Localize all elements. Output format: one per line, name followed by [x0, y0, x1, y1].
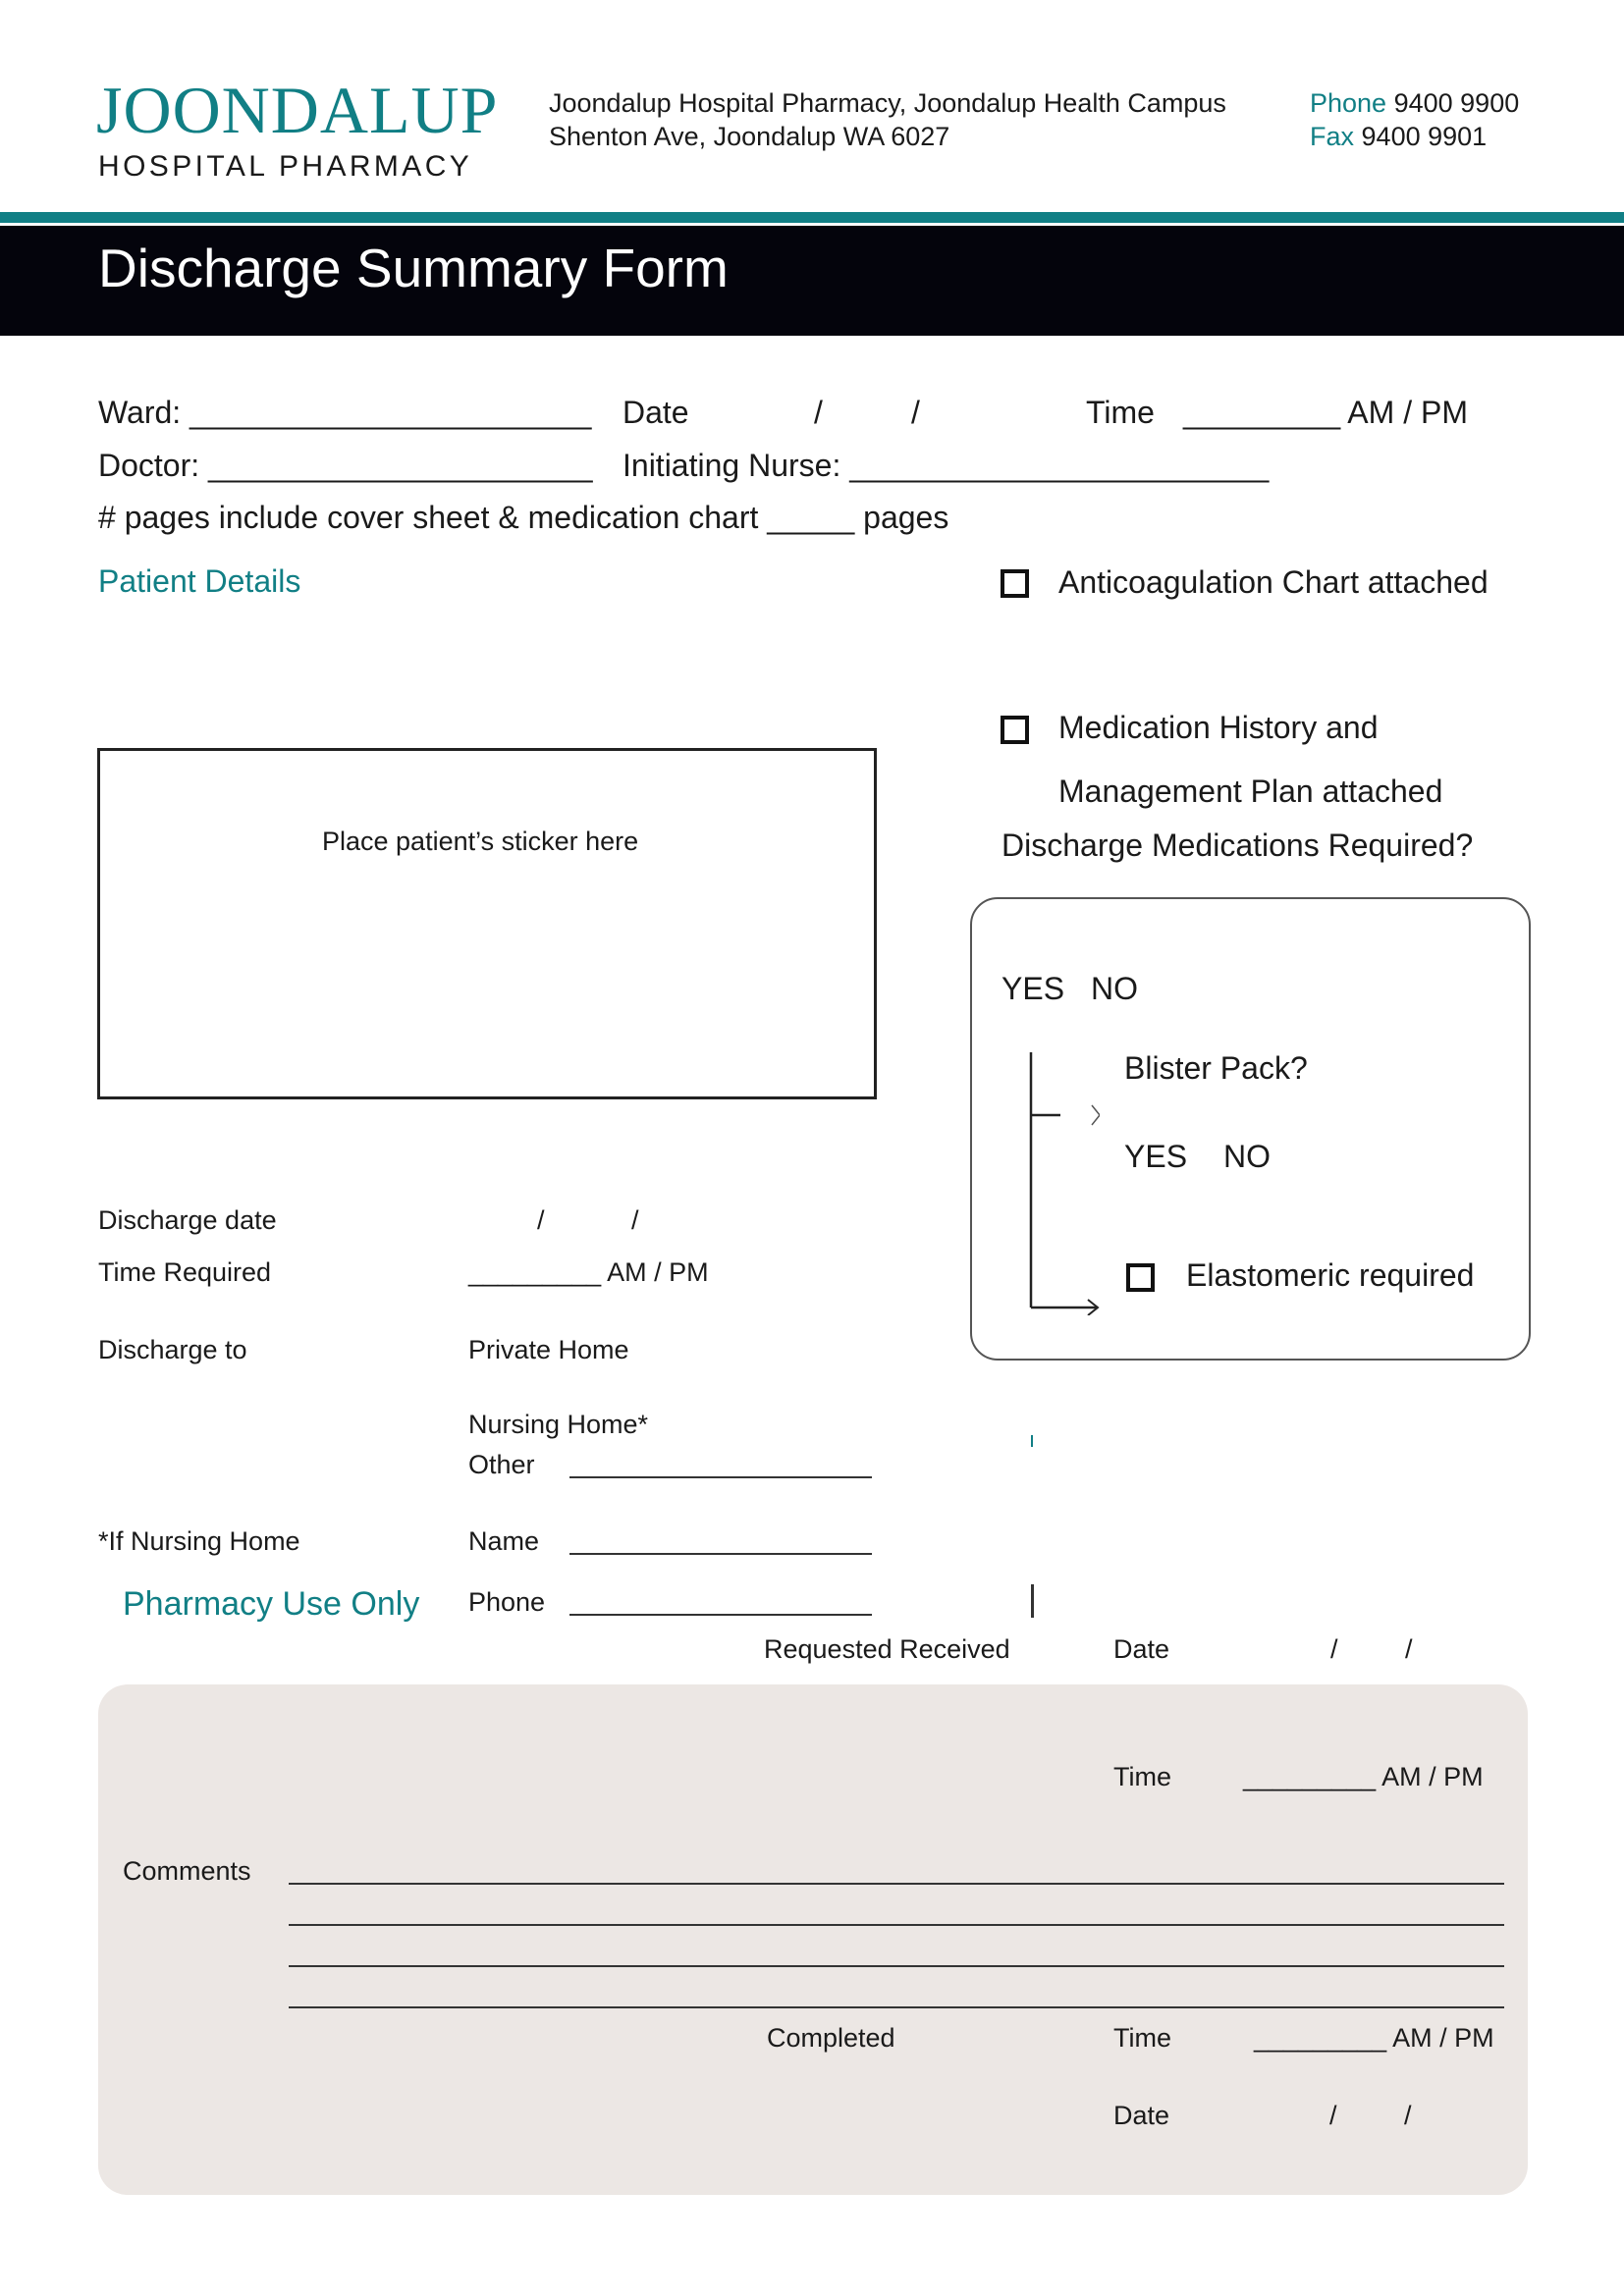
time-label: Time: [1086, 395, 1155, 430]
blister-no-option[interactable]: NO: [1223, 1139, 1271, 1174]
nursing-phone-label: Phone: [468, 1587, 546, 1617]
elastomeric-label: Elastomeric required: [1186, 1257, 1475, 1293]
time-required-field[interactable]: _________ AM / PM: [468, 1257, 709, 1287]
time-field[interactable]: _________ AM / PM: [1183, 395, 1468, 430]
date-label: Date: [623, 395, 689, 430]
completed-time-label: Time: [1113, 2023, 1171, 2053]
logo-sub: HOSPITAL PHARMACY: [98, 150, 473, 183]
nursing-name-input-line[interactable]: [569, 1553, 872, 1555]
blister-yes-option[interactable]: YES: [1124, 1139, 1188, 1174]
received-date-label: Date: [1113, 1634, 1170, 1664]
received-date-slash-1: /: [1330, 1634, 1338, 1664]
divider-bar: [1031, 1584, 1034, 1618]
completed-time-field[interactable]: _________ AM / PM: [1254, 2023, 1494, 2053]
completed-date-slash-1: /: [1329, 2101, 1337, 2130]
completed-date-slash-2: /: [1404, 2101, 1412, 2130]
logo-main: JOONDALUP: [96, 73, 499, 147]
completed-date-label: Date: [1113, 2101, 1170, 2130]
received-time-field[interactable]: _________ AM / PM: [1243, 1762, 1484, 1791]
address-line-2: Shenton Ave, Joondalup WA 6027: [549, 122, 950, 151]
completed-label: Completed: [767, 2023, 895, 2053]
comments-line-3[interactable]: [289, 1965, 1504, 1967]
pages-field[interactable]: # pages include cover sheet & medication chart _____ pages: [98, 500, 949, 535]
anticoag-checkbox[interactable]: [1001, 569, 1029, 598]
discharge-meds-question: Discharge Medications Required?: [1001, 828, 1474, 863]
nursing-phone-input-line[interactable]: [569, 1614, 872, 1616]
nursing-name-label: Name: [468, 1526, 540, 1556]
med-history-label-2: Management Plan attached: [1058, 774, 1443, 809]
if-nursing-home-label: *If Nursing Home: [98, 1526, 300, 1556]
ward-field[interactable]: Ward: _______________________: [98, 395, 592, 430]
comments-line-2[interactable]: [289, 1924, 1504, 1926]
date-slash-2: /: [911, 395, 920, 430]
fax-label: Fax: [1310, 122, 1355, 151]
discharge-date-slash-2: /: [631, 1205, 639, 1235]
doctor-field[interactable]: Doctor: ______________________: [98, 448, 593, 483]
sticker-box: [97, 748, 877, 1099]
other-input-line[interactable]: [569, 1476, 872, 1478]
comments-label: Comments: [123, 1856, 251, 1886]
fax-line: [1310, 120, 1487, 153]
other-option[interactable]: Other: [468, 1450, 535, 1479]
divider-tick: [1031, 1435, 1033, 1447]
blister-pack-question: Blister Pack?: [1124, 1050, 1308, 1086]
discharge-to-label: Discharge to: [98, 1335, 247, 1364]
meds-yes-option[interactable]: YES: [1001, 971, 1065, 1006]
date-slash-1: /: [814, 395, 823, 430]
page-title: Discharge Summary Form: [98, 238, 729, 298]
received-date-slash-2: /: [1405, 1634, 1413, 1664]
address-line-1: Joondalup Hospital Pharmacy, Joondalup Health Campus: [549, 88, 1226, 118]
requested-received-label: Requested Received: [764, 1634, 1010, 1664]
branch-arrow-icon: [1021, 1050, 1100, 1315]
private-home-option[interactable]: Private Home: [468, 1335, 629, 1364]
phone-value: 9400 9900: [1393, 88, 1520, 118]
nursing-home-option[interactable]: Nursing Home*: [468, 1410, 649, 1439]
time-required-label: Time Required: [98, 1257, 272, 1287]
received-time-label: Time: [1113, 1762, 1171, 1791]
discharge-date-slash-1: /: [537, 1205, 545, 1235]
patient-details-heading: Patient Details: [98, 563, 301, 599]
pharmacy-use-heading: Pharmacy Use Only: [123, 1585, 420, 1623]
header-accent-bar: [0, 212, 1624, 223]
comments-line-4[interactable]: [289, 2006, 1504, 2008]
fax-value: 9400 9901: [1361, 122, 1488, 151]
discharge-date-label: Discharge date: [98, 1205, 277, 1235]
sticker-label: Place patient’s sticker here: [322, 827, 639, 856]
phone-label: Phone: [1310, 88, 1387, 118]
elastomeric-checkbox[interactable]: [1126, 1263, 1155, 1292]
med-history-checkbox[interactable]: [1001, 716, 1029, 744]
med-history-label-1: Medication History and: [1058, 710, 1379, 745]
initiating-nurse-field[interactable]: Initiating Nurse: ________________________: [623, 448, 1270, 483]
anticoag-label: Anticoagulation Chart attached: [1058, 564, 1489, 600]
meds-no-option[interactable]: NO: [1091, 971, 1138, 1006]
phone-line: [1310, 86, 1519, 120]
comments-line-1[interactable]: [289, 1883, 1504, 1885]
